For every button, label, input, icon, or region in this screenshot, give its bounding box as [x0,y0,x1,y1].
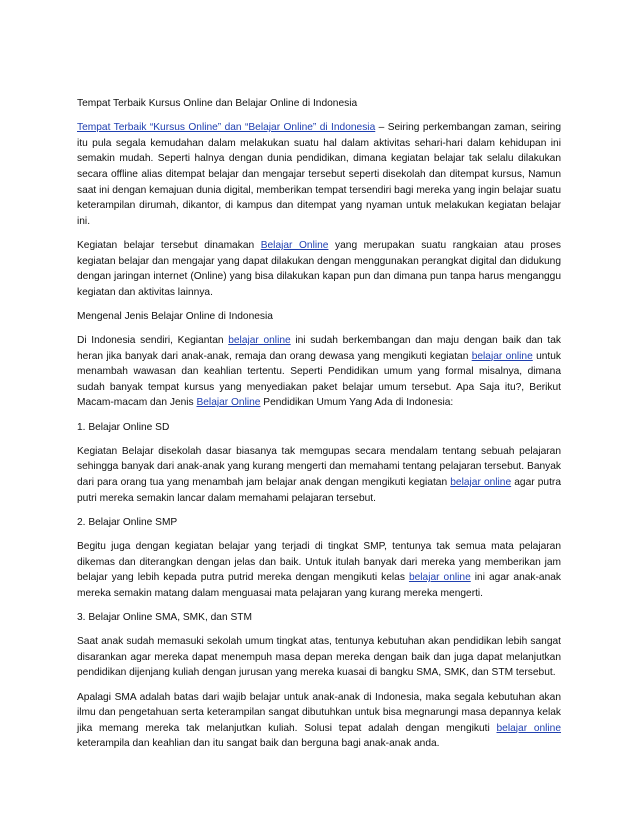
text-segment: Apalagi SMA adalah batas dari wajib belajar untuk anak-anak di Indonesia, maka segala kebutuhan akan ilmu dan pengetahuan serta keterampilan sangat dibutuhkan untuk bisa megnarungi masa depannya kelak jika memang mereka tak melanjutkan kuliah. Solusi tepat adalah dengan mengikuti [77,691,561,734]
paragraph-kegiatan [77,238,561,300]
link-belajar-online[interactable]: belajar online [408,572,471,584]
heading-belajar-online-sma: 3. Belajar Online SMA, SMK, dan STM [77,611,252,623]
heading-belajar-online-smp: 2. Belajar Online SMP [77,516,178,528]
document-body [77,96,561,761]
text-segment: ini sudah berkembangan dan maju dengan baik dan tak heran jika banyak dari anak-anak, remaja dan orang dewasa yang mengikuti kegiatan [77,335,561,362]
text-segment: Kegiatan belajar tersebut dinamakan [77,239,261,251]
text-segment: Di Indonesia sendiri, Kegiantan [77,335,229,347]
link-belajar-online[interactable]: Belajar Online [196,397,261,409]
text-segment: Begitu juga dengan kegiatan belajar yang terjadi di tingkat SMP, tentunya tak semua mata pelajaran dikemas dan diterangkan dengan jelas dan baik. Untuk itulah banyak dari mereka yang memberikan jam belajar yang lebih kepada putra putrid mereka dengan mengikuti kelas [77,541,561,584]
heading-mengenal-jenis: Mengenal Jenis Belajar Online di Indonesia [77,310,273,322]
paragraph-sma: Saat anak sudah memasuki sekolah umum tingkat atas, tentunya kebutuhan akan pendidikan lebih sangat disarankan agar mereka dapat menempuh masa depan mereka dengan baik dan juga dapat melanjutkan pendidikan dijenjang kuliah dengan jurusan yang mereka kuasai di bangku SMA, SMK, dan STM tersebut. [77,636,561,679]
link-belajar-online[interactable]: belajar online [471,350,533,362]
text-segment: ini agar anak-anak mereka semakin matang dalam menguasai mata pelajaran yang kurang mereka mengerti. [77,572,562,599]
text-segment: Pendidikan Umum Yang Ada di Indonesia: [260,397,454,409]
link-belajar-online[interactable]: belajar online [496,722,562,734]
document-title: Tempat Terbaik Kursus Online dan Belajar Online di Indonesia [77,98,358,109]
text-segment: Kegiatan Belajar disekolah dasar biasanya tak memgupas secara mendalam tentang sebuah pelajaran sehingga banyak dari anak-anak yang kurang mengerti dan memahami tentang pelajaran tersebut. Banyak dari para orang tua yang menambah jam belajar anak dengan mengikuti kegiatan [77,445,561,489]
heading-belajar-online-sd: 1. Belajar Online SD [77,421,170,433]
text-segment: keterampila dan keahlian dan itu sangat baik dan berguna bagi anak-anak anda. [77,738,440,750]
link-tempat-terbaik[interactable]: Tempat Terbaik “Kursus Online” dan “Belajar Online” di Indonesia [77,122,376,134]
paragraph-apalagi [77,690,561,752]
paragraph-smp [77,539,561,601]
link-belajar-online[interactable]: Belajar Online [260,239,329,251]
text-segment: agar putra putri mereka semakin lancar dalam memahami pelajaran tersebut. [77,477,561,504]
link-belajar-online[interactable]: belajar online [450,477,512,489]
paragraph-intro-text: – Seiring perkembangan zaman, seiring itu pula segala kemudahan dalam melakukan suatu hal dalam aktivitas sehari-hari dalam kehidupan ini semakin mudah. Seperti halnya dengan dunia pendidikan, dimana kegiatan belajar tak selalu dilakukan secara offline alias ditempat belajar dan mengajar tersebut seperti disekolah dan ditempat kursus, Namun saat ini dengan kemajuan dunia digital, memberikan tempat tersendiri bagi mereka yang ingin belajar suatu keterampilan dirumah, dikantor, di kampus dan ditempat yang nyaman untuk melakukan kegiatan belajar ini. [77,122,561,227]
text-segment: untuk menambah wawasan dan keahlian tertentu. Seperti Pendidikan umum yang formal misalnya, dimana sudah banyak tempat kursus yang menyediakan paket belajar umum tersebut. Apa Saja itu?, Berikut Macam-macam dan Jenis [77,350,561,409]
paragraph-indonesia [77,333,561,411]
paragraph-sd [77,444,561,506]
text-segment: yang merupakan suatu rangkaian atau proses kegiatan belajar dan mengajar yang dapat dilakukan dengan menggunakan perangkat digital dan didukung dengan jaringan internet (Online) yang bisa dilakukan kapan pun dan dimana pun tanpa harus menganggu kegiatan dan aktivitas lainnya. [77,239,561,298]
link-belajar-online[interactable]: belajar online [228,335,291,347]
paragraph-intro [77,120,561,229]
